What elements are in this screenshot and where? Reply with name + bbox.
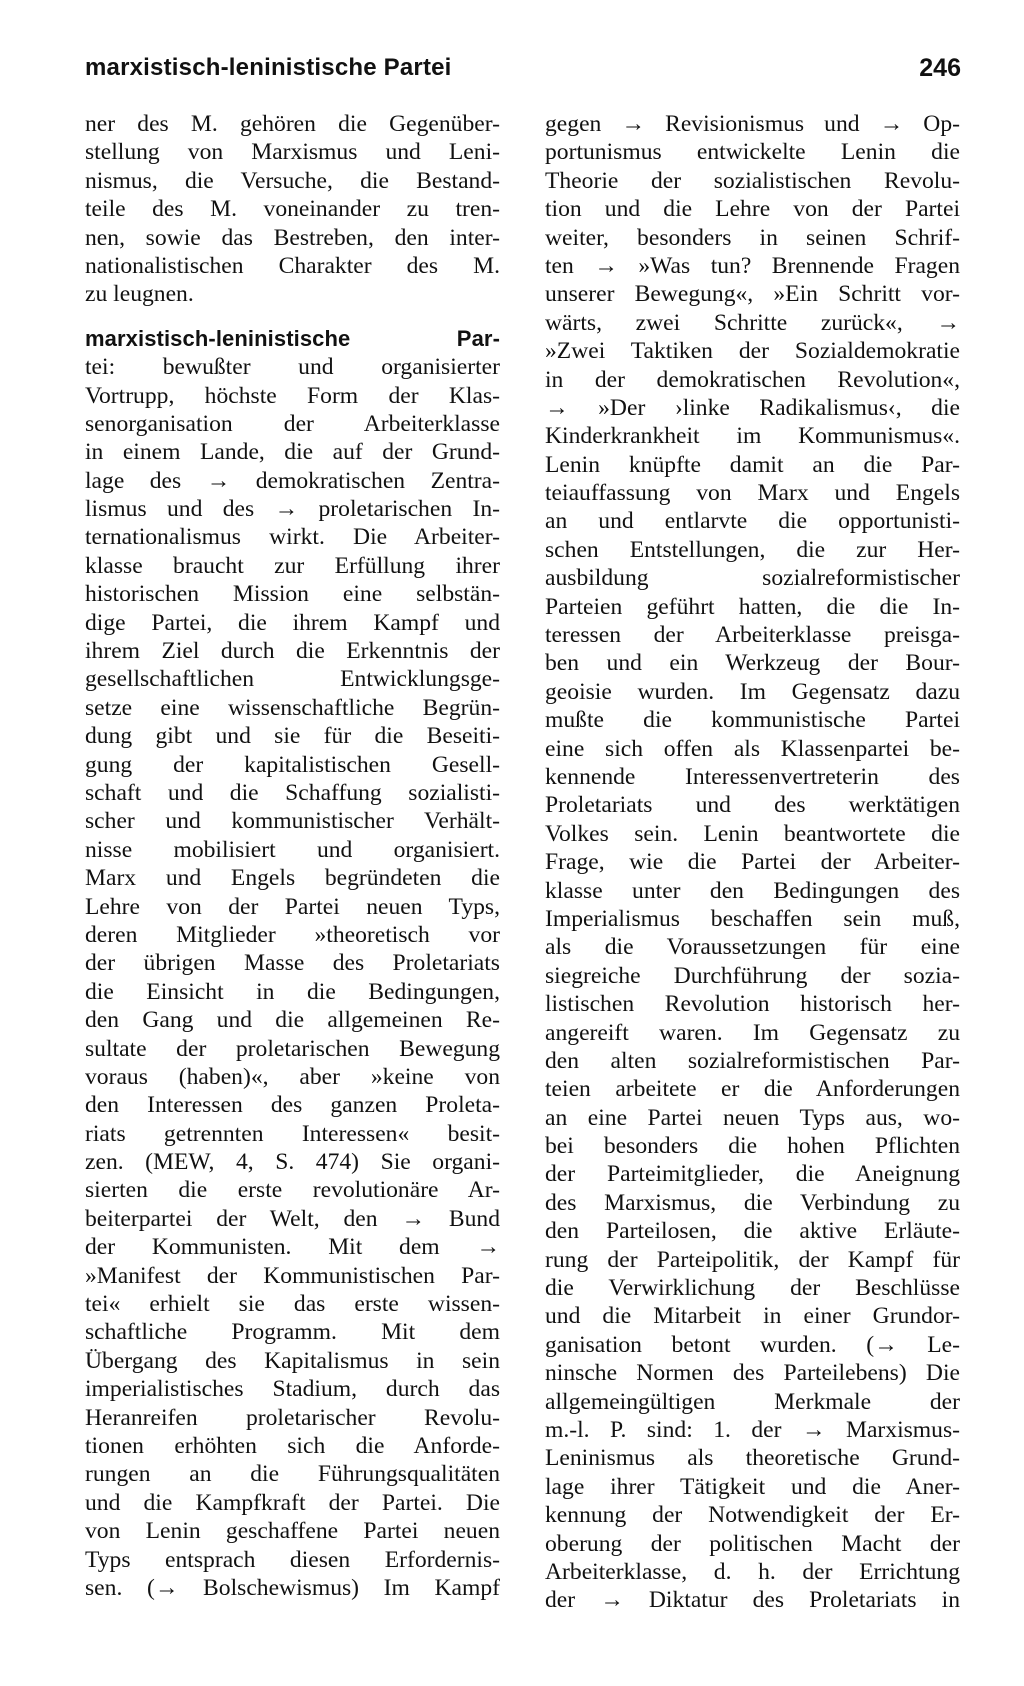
text-line: tei« erhielt sie das erste wissen- [85,1291,500,1318]
text-line: tion und die Lehre von der Partei [545,196,960,223]
text-line: rungen an die Führungsqualitäten [85,1461,500,1488]
text-line: teile des M. voneinander zu tren- [85,196,500,223]
text-line: gegen → Revisionismus und → Op- [545,111,960,137]
text-line: eine sich offen als Klassenpartei be- [545,735,960,762]
text-line: nationalistischen Charakter des M. [85,252,500,279]
text-line: Parteien geführt hatten, die die In- [545,593,960,620]
text-line: Theorie der sozialistischen Revolu- [545,167,960,194]
text-line: → »Der ›linke Radikalismus‹, die [545,394,960,421]
text-line: gung der kapitalistischen Gesell- [85,751,500,778]
text-line: portunismus entwickelte Lenin die [545,139,960,166]
text-line: historischen Mission eine selbstän- [85,581,500,608]
text-line: ganisation betont wurden. (→ Le- [545,1331,960,1358]
text-line: teressen der Arbeiterklasse preisga- [545,622,960,649]
text-line: Proletariats und des werktätigen [545,792,960,819]
text-line: Volkes sein. Lenin beantwortete die [545,820,960,847]
text-line: dung gibt und sie für die Beseiti- [85,723,500,750]
text-line: riats getrennten Interessen« besit- [85,1120,500,1147]
text-line: Heranreifen proletarischer Revolu- [85,1404,500,1431]
text-line: Typs entsprach diesen Erfordernis- [85,1546,500,1573]
text-line: Lenin knüpfte damit an die Par- [545,451,960,478]
text-line: wärts, zwei Schritte zurück«, → [545,309,960,336]
text-line: listischen Revolution historisch her- [545,991,960,1018]
text-line: sierten die erste revolutionäre Ar- [85,1177,500,1204]
text-line: der übrigen Masse des Proletariats [85,950,500,977]
text-line: Lehre von der Partei neuen Typs, [85,893,500,920]
text-line: den Gang und die allgemeinen Re- [85,1007,500,1034]
text-line: und die Kampfkraft der Partei. Die [85,1489,500,1516]
text-line: teien arbeitete er die Anforderungen [545,1076,960,1103]
text-line: von Lenin geschaffene Partei neuen [85,1518,500,1545]
page-header [85,54,961,90]
text-line: siegreiche Durchführung der sozia- [545,962,960,989]
text-line: den Interessen des ganzen Proleta- [85,1092,500,1119]
text-line: die Verwirklichung der Beschlüsse [545,1275,960,1302]
text-line: Arbeiterklasse, d. h. der Errichtung [545,1558,960,1585]
left-column [85,110,500,1602]
text-line: kennende Interessenvertreterin des [545,763,960,790]
text-line: schaft und die Schaffung sozialisti- [85,779,500,806]
text-line: imperialistisches Stadium, durch das [85,1376,500,1403]
text-line: lage des → demokratischen Zentra- [85,467,500,494]
text-line: in der demokratischen Revolution«, [545,366,960,393]
text-line: rung der Parteipolitik, der Kampf für [545,1246,960,1273]
text-line: geoisie wurden. Im Gegensatz dazu [545,678,960,705]
text-line: Vortrupp, höchste Form der Klas- [85,382,500,409]
text-line: ten → »Was tun? Brennende Fragen [545,252,960,279]
text-line: Übergang des Kapitalismus in sein [85,1347,500,1374]
text-line: ausbildung sozialreformistischer [545,565,960,592]
text-line: lismus und des → proletarischen In- [85,496,500,523]
text-line: Imperialismus beschaffen sein muß, [545,905,960,932]
text-line: teiauffassung von Marx und Engels [545,480,960,507]
text-line: an und entlarvte die opportunisti- [545,508,960,535]
running-head: marxistisch-leninistische Partei [85,54,452,81]
text-line: nen, sowie das Bestreben, den inter- [85,224,500,251]
text-line: schaftliche Programm. Mit dem [85,1319,500,1346]
text-line: sultate der proletarischen Bewegung [85,1035,500,1062]
right-column [545,110,960,1615]
text-line: zu leugnen. [85,281,194,308]
text-line: die Einsicht in die Bedingungen, [85,978,500,1005]
text-line: den alten sozialreformistischen Par- [545,1047,960,1074]
text-line: Frage, wie die Partei der Arbeiter- [545,849,960,876]
text-line: allgemeingültigen Merkmale der [545,1388,960,1415]
text-line: setze eine wissenschaftliche Begrün- [85,694,500,721]
text-line: Marx und Engels begründeten die [85,865,500,892]
text-line: tei: bewußter und organisierter [85,354,500,381]
text-line: kennung der Notwendigkeit der Er- [545,1502,960,1529]
text-line: stellung von Marxismus und Leni- [85,139,500,166]
text-line: nisse mobilisiert und organisiert. [85,836,500,863]
text-line: Leninismus als theoretische Grund- [545,1445,960,1472]
text-line: der Parteimitglieder, die Aneignung [545,1161,960,1188]
text-line: »Zwei Taktiken der Sozialdemokratie [545,338,960,365]
text-line: m.-l. P. sind: 1. der → Marxismus- [545,1416,960,1443]
text-line: ben und ein Werkzeug der Bour- [545,650,960,677]
text-line: der Kommunisten. Mit dem → [85,1234,500,1261]
text-line: der → Diktatur des Proletariats in [545,1587,960,1614]
text-line: beiterpartei der Welt, den → Bund [85,1205,500,1232]
text-line: scher und kommunistischer Verhält- [85,808,500,835]
text-line: den Parteilosen, die aktive Erläute- [545,1218,960,1245]
text-line: zen. (MEW, 4, S. 474) Sie organi- [85,1149,500,1176]
text-line: ner des M. gehören die Gegenüber- [85,111,500,137]
text-line: angereift waren. Im Gegensatz zu [545,1019,960,1046]
text-line: unserer Bewegung«, »Ein Schritt vor- [545,281,960,308]
text-line: sen. (→ Bolschewismus) Im Kampf [85,1574,500,1601]
text-line: weiter, besonders in seinen Schrif- [545,224,960,251]
entry-headword-line [85,325,500,353]
text-line: oberung der politischen Macht der [545,1530,960,1557]
text-line: nismus, die Versuche, die Bestand- [85,167,500,194]
text-line: klasse braucht zur Erfüllung ihrer [85,552,500,579]
paragraph-gap [85,309,500,325]
text-line: als die Voraussetzungen für eine [545,934,960,961]
text-line: lage ihrer Tätigkeit und die Aner- [545,1473,960,1500]
text-line: ihrem Ziel durch die Erkenntnis der [85,638,500,665]
text-line: mußte die kommunistische Partei [545,707,960,734]
text-line: schen Entstellungen, die zur Her- [545,536,960,563]
text-line: gesellschaftlichen Entwicklungsge- [85,666,500,693]
text-line: und die Mitarbeit in einer Grundor- [545,1303,960,1330]
text-line: Kinderkrankheit im Kommunismus«. [545,423,960,450]
text-line: deren Mitglieder »theoretisch vor [85,921,500,948]
entry-headword: marxistisch-leninistische Par- [85,325,500,351]
text-line: voraus (haben)«, aber »keine von [85,1063,500,1090]
page-number: 246 [919,54,961,82]
text-line: ninsche Normen des Parteilebens) Die [545,1360,960,1387]
text-line: »Manifest der Kommunistischen Par- [85,1262,500,1289]
text-line: klasse unter den Bedingungen des [545,877,960,904]
text-line: bei besonders die hohen Pflichten [545,1133,960,1160]
text-line: dige Partei, die ihrem Kampf und [85,609,500,636]
text-line: ternationalismus wirkt. Die Arbeiter- [85,524,500,551]
text-line: an eine Partei neuen Typs aus, wo- [545,1104,960,1131]
text-line: des Marxismus, die Verbindung zu [545,1189,960,1216]
text-line: in einem Lande, die auf der Grund- [85,439,500,466]
text-line: tionen erhöhten sich die Anforde- [85,1432,500,1459]
text-line: senorganisation der Arbeiterklasse [85,410,500,437]
